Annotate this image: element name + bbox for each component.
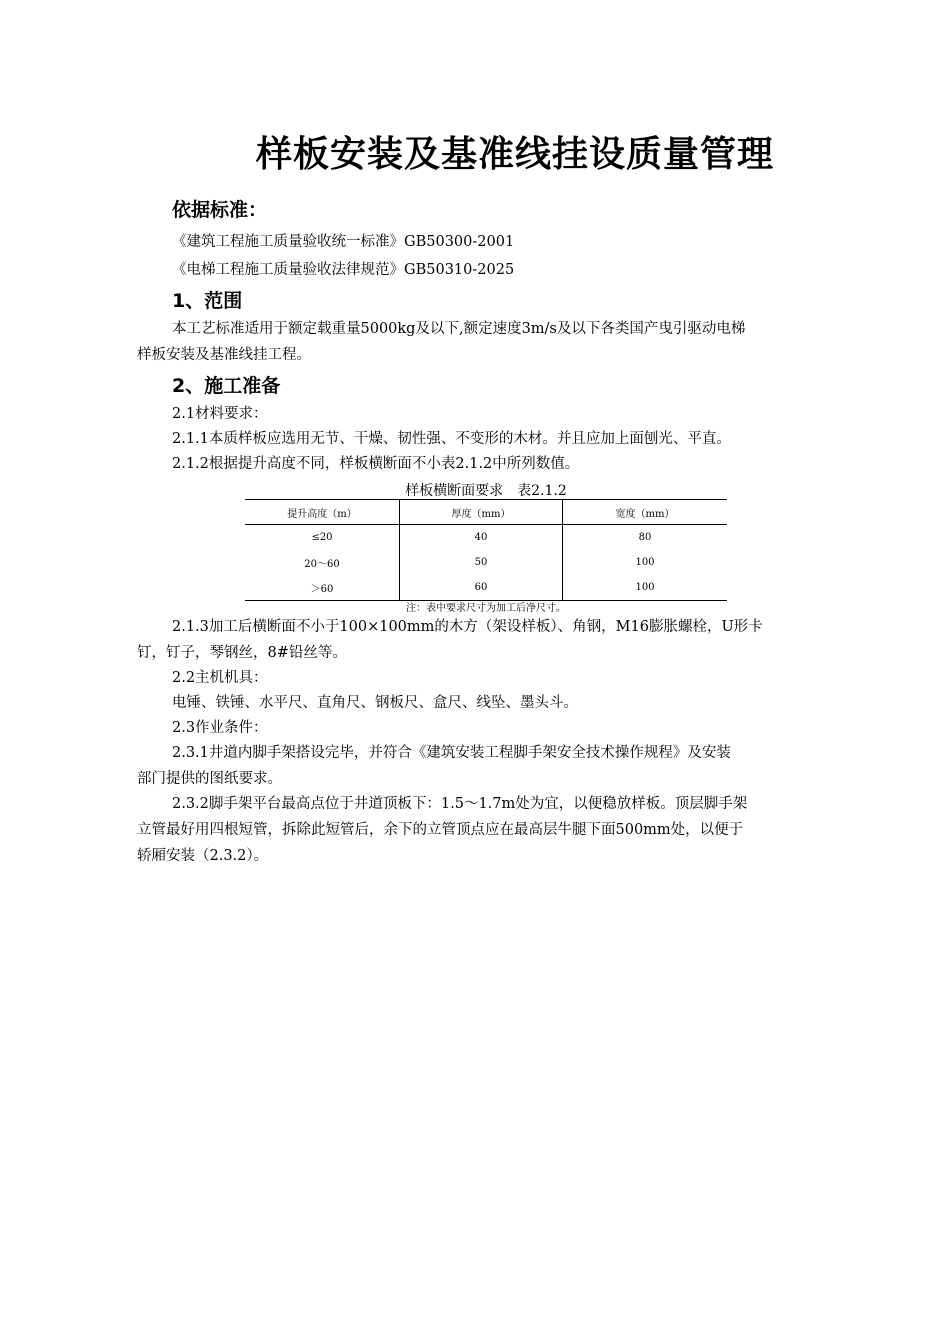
table-header-width: 宽度（mm） <box>563 500 728 525</box>
basis-standard-1: 《建筑工程施工质量验收统一标准》GB50300-2001 <box>172 234 515 250</box>
section-1-text-line-1: 本工艺标准适用于额定载重量5000kg及以下,额定速度3m/s及以下各类国产曳引驱动电梯 <box>172 321 746 337</box>
table-header-lift-height: 提升高度（m） <box>245 500 400 525</box>
table-row <box>245 525 727 551</box>
table-cell: 60 <box>400 575 563 601</box>
paragraph-2-3-1-line-1: 2.3.1井道内脚手架搭设完毕，并符合《建筑安装工程脚手架安全技术操作规程》及安装 <box>172 745 731 761</box>
page-title: 样板安装及基准线挂设质量管理 <box>255 134 774 175</box>
paragraph-2-3-1-line-2: 部门提供的图纸要求。 <box>137 771 282 787</box>
table-note: 注：表中要求尺寸为加工后净尺寸。 <box>406 603 566 614</box>
table-row <box>245 550 727 575</box>
paragraph-2-3-2-line-2: 立管最好用四根短管，拆除此短管后，余下的立管顶点应在最高层牛腿下面500mm处，以便于 <box>137 822 744 838</box>
section-1-heading: 1、范围 <box>172 290 243 312</box>
sample-board-table <box>245 499 727 601</box>
paragraph-2-1-3-line-2: 钉，钉子，琴钢丝，8#铅丝等。 <box>137 645 347 661</box>
basis-standard-2: 《电梯工程施工质量验收法律规范》GB50310-2025 <box>172 262 515 278</box>
table-cell: 50 <box>400 550 563 575</box>
table-row <box>245 575 727 601</box>
paragraph-2-2-text: 电锤、铁锤、水平尺、直角尺、钢板尺、盒尺、线坠、墨头斗。 <box>172 695 578 711</box>
table-cell: ≤20 <box>245 525 400 551</box>
basis-heading: 依据标准： <box>172 199 268 221</box>
table-cell: 100 <box>563 575 728 601</box>
paragraph-2-1-3-line-1: 2.1.3加工后横断面不小于100×100mm的木方（架设样板）、角钢，M16膨胀螺栓，U形卡 <box>172 619 763 635</box>
paragraph-2-1-2: 2.1.2根据提升高度不同，样板横断面不小表2.1.2中所列数值。 <box>172 456 580 472</box>
table-header-row <box>245 500 727 525</box>
table-header-thickness: 厚度（mm） <box>400 500 563 525</box>
section-2-heading: 2、施工准备 <box>172 375 281 397</box>
table-caption: 样板横断面要求 表2.1.2 <box>405 483 567 499</box>
paragraph-2-3-2-line-3: 轿厢安装（2.3.2）。 <box>137 848 269 864</box>
paragraph-2-1: 2.1材料要求： <box>172 406 268 422</box>
table-cell: 80 <box>638 532 652 543</box>
paragraph-2-3-2-line-1: 2.3.2脚手架平台最高点位于井道顶板下：1.5～1.7m处为宜，以便稳放样板。顶层脚手架 <box>172 796 748 812</box>
table-cell: 100 <box>635 557 655 568</box>
section-1-text-line-2: 样板安装及基准线挂工程。 <box>137 347 311 363</box>
table-cell: 20～60 <box>245 550 400 575</box>
table-cell: 40 <box>400 525 563 551</box>
paragraph-2-1-1: 2.1.1本质样板应选用无节、干燥、韧性强、不变形的木材。并且应加上面刨光、平直。 <box>172 431 731 447</box>
paragraph-2-2: 2.2主机机具： <box>172 670 268 686</box>
table-cell: ＞60 <box>245 575 400 601</box>
paragraph-2-3: 2.3作业条件： <box>172 720 268 736</box>
